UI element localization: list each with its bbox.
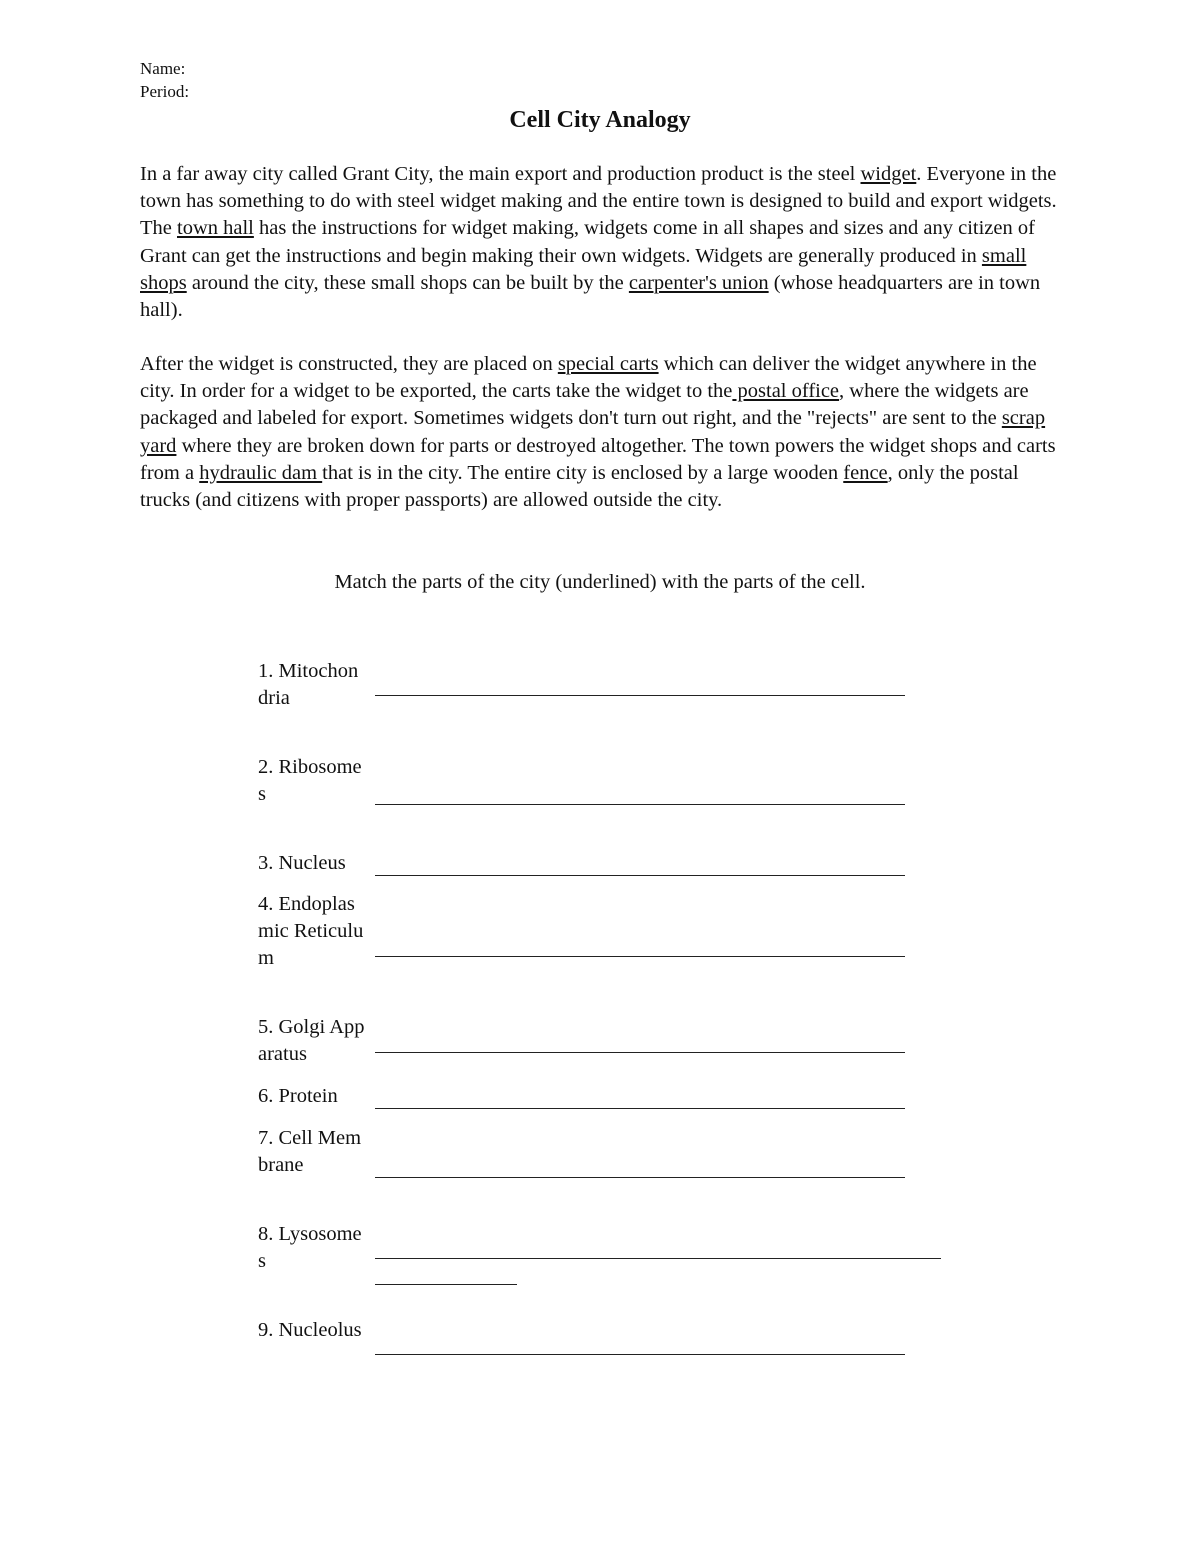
- match-item-label: 4. Endoplasmic Reticulum: [258, 893, 364, 970]
- name-label: Name:: [140, 59, 186, 78]
- answer-blank[interactable]: [375, 1052, 905, 1053]
- match-instruction: Match the parts of the city (underlined) with the parts of the cell.: [334, 571, 866, 593]
- answer-blank[interactable]: [375, 804, 905, 805]
- match-item-label: 3. Nucleus: [258, 852, 346, 874]
- underlined-term-widget: widget: [860, 163, 917, 185]
- match-item-label: 9. Nucleolus: [258, 1319, 362, 1341]
- text-segment: , only the postal trucks (and citizens with proper passports) are allowed outside the city.: [140, 461, 1019, 512]
- text-segment: (whose headquarters are in town hall).: [140, 271, 1041, 322]
- text-segment: that is in the city. The entire city is enclosed by a large wooden: [322, 461, 844, 484]
- match-item-golgi-apparatus: [258, 1014, 948, 1069]
- underlined-term-postal-office: postal office: [732, 380, 840, 403]
- underlined-term-fence: fence: [843, 461, 888, 484]
- underlined-term-small-shops: small shops: [140, 244, 1027, 294]
- page-title: Cell City Analogy: [509, 107, 691, 133]
- match-item-cell-membrane: [258, 1125, 948, 1207]
- match-item-label: 7. Cell Membrane: [258, 1127, 362, 1177]
- match-item-nucleolus: [258, 1317, 948, 1372]
- period-label: Period:: [140, 82, 190, 101]
- match-item-label: 2. Ribosomes: [258, 756, 362, 806]
- match-item-lysosomes: [258, 1221, 948, 1303]
- answer-blank[interactable]: [375, 1354, 905, 1355]
- text-segment: where they are broken down for parts or destroyed altogether. The town powers the widget shops and carts from a: [140, 434, 1056, 484]
- match-item-label: 1. Mitochondria: [258, 660, 359, 710]
- underlined-term-scrap-yard: scrap yard: [140, 407, 1046, 457]
- match-item-ribosomes: [258, 754, 948, 836]
- match-item-label: 5. Golgi Apparatus: [258, 1016, 365, 1066]
- underlined-term-carpenters-union: carpenter's union: [628, 271, 769, 294]
- match-item-mitochondria: [258, 658, 948, 740]
- story-paragraph-2: [140, 351, 1065, 514]
- story-paragraph-1: [140, 161, 1065, 324]
- underlined-term-town-hall: town hall: [177, 217, 254, 240]
- answer-blank[interactable]: [375, 875, 905, 876]
- underlined-term-hydraulic-dam: hydraulic dam: [199, 461, 323, 484]
- answer-blank[interactable]: [375, 695, 905, 696]
- text-segment: In a far away city called Grant City, the main export and production product is the steel: [140, 163, 861, 185]
- answer-blank-continuation[interactable]: [375, 1284, 517, 1285]
- text-segment: . Everyone in the town has something to do with steel widget making and the entire town is designed to build and export widgets. The: [140, 163, 1057, 240]
- match-item-endoplasmic-reticulum: [258, 891, 948, 1001]
- answer-blank[interactable]: [375, 1258, 941, 1259]
- underlined-term-special-carts: special carts: [557, 353, 659, 375]
- text-segment: has the instructions for widget making, widgets come in all shapes and sizes and any citizen of Grant can get the instructions and begin making their own widgets. Widgets are generally produced in: [140, 217, 1035, 267]
- text-segment: After the widget is constructed, they are placed on: [140, 353, 558, 375]
- match-item-nucleus: [258, 850, 948, 878]
- text-segment: which can deliver the widget anywhere in the city. In order for a widget to be exported, the carts take the widget to the: [140, 353, 1037, 403]
- match-item-label: 6. Protein: [258, 1085, 338, 1107]
- answer-blank[interactable]: [375, 1177, 905, 1178]
- match-item-label: 8. Lysosomes: [258, 1223, 362, 1273]
- text-segment: , where the widgets are packaged and labeled for export. Sometimes widgets don't turn out right, and the "rejects" are sent to the: [140, 380, 1029, 430]
- answer-blank[interactable]: [375, 1108, 905, 1109]
- match-item-protein: [258, 1083, 948, 1111]
- answer-blank[interactable]: [375, 956, 905, 957]
- text-segment: around the city, these small shops can be built by the: [186, 271, 629, 294]
